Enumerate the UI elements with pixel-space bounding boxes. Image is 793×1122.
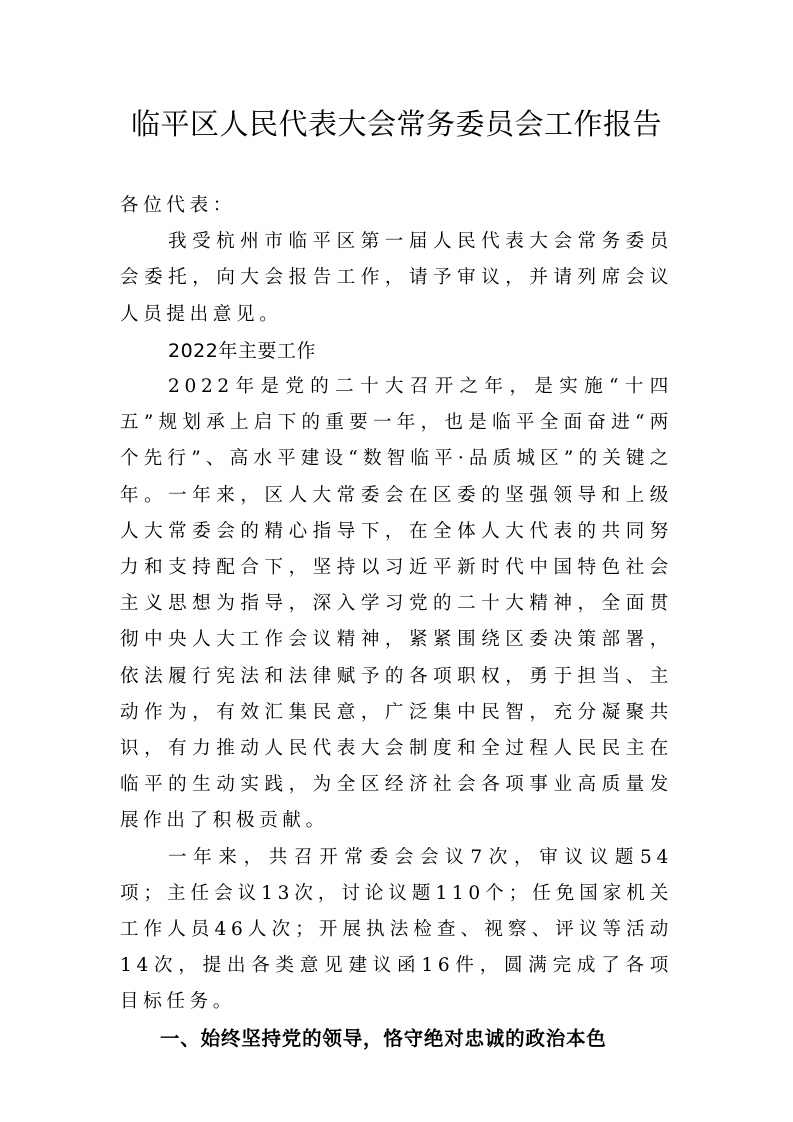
section-heading-2022: 2022年主要工作	[168, 339, 316, 362]
document-body	[120, 188, 673, 1057]
document-title: 临平区人民代表大会常务委员会工作报告	[130, 107, 662, 141]
overview-paragraph: 2022年是党的二十大召开之年，是实施“十四五”规划承上启下的重要一年，也是临平全面奋进“两个先行”、高水平建设“数智临平·品质城区”的关键之年。一年来，区人大常委会在区委的坚强领导和上级人大常委会的精心指导下，在全体人大代表的共同努力和支持配合下，坚持以习近平新时代中国特色社会主义思想为指导，深入学习党的二十大精神，全面贯彻中央人大工作会议精神，紧紧围绕区委决策部署，依法履行宪法和法律赋予的各项职权，勇于担当、主动作为，有效汇集民意，广泛集中民智，充分凝聚共识，有力推动人民代表大会制度和全过程人民民主在临平的生动实践，为全区经济社会各项事业高质量发展作出了积极贡献。	[120, 376, 673, 832]
salutation: 各位代表：	[120, 195, 237, 216]
statistics-paragraph: 一年来，共召开常委会会议7次，审议议题54项；主任会议13次，讨论议题110个；任免国家机关工作人员46人次；开展执法检查、视察、评议等活动14次，提出各类意见建议函16件，圆满完成了各项目标任务。	[120, 846, 673, 1013]
intro-paragraph: 我受杭州市临平区第一届人民代表大会常务委员会委托，向大会报告工作，请予审议，并请列席会议人员提出意见。	[120, 231, 673, 325]
section-heading-1: 一、始终坚持党的领导，恪守绝对忠诚的政治本色	[160, 1026, 607, 1050]
